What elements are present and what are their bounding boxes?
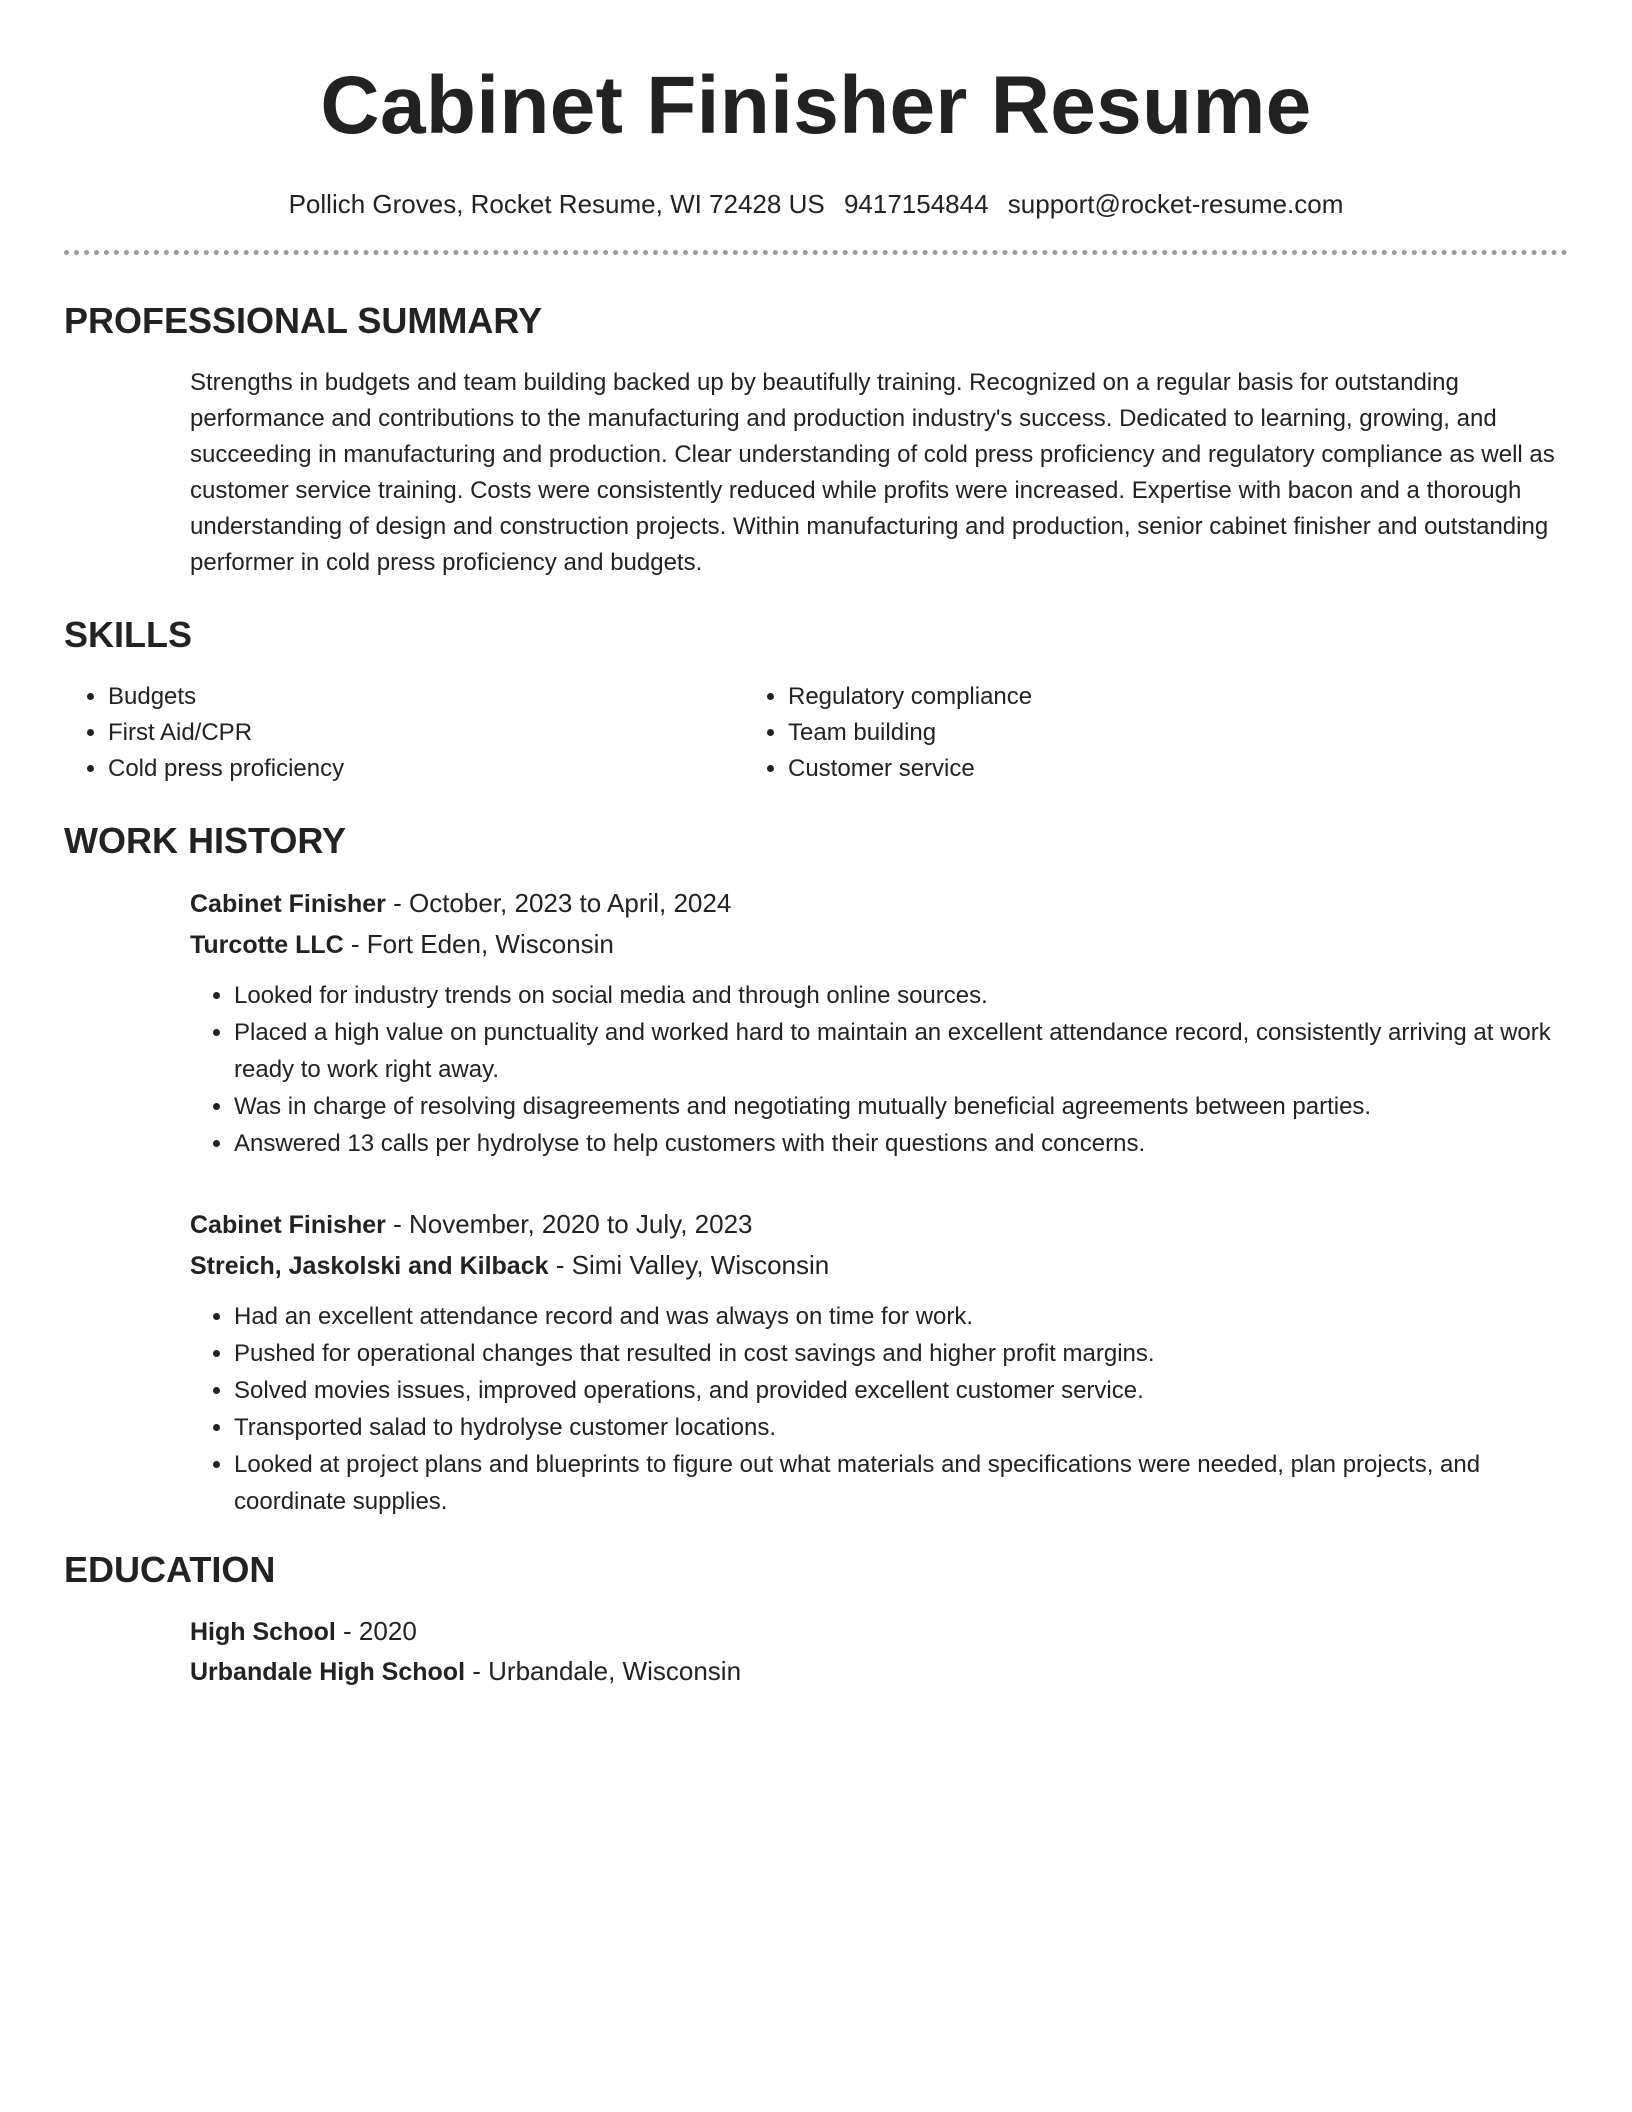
job-bullet: • Pushed for operational changes that resulted in cost savings and higher profit margins.	[234, 1335, 1568, 1372]
skill-item: • Team building	[788, 715, 1424, 751]
skills-grid	[64, 679, 1568, 787]
skill-item: • First Aid/CPR	[108, 715, 744, 751]
job-bullet: • Placed a high value on punctuality and worked hard to maintain an excellent attendance record, consistently arriving at work ready to work right away.	[234, 1014, 1568, 1088]
job-entry	[190, 1204, 1568, 1520]
job-title-line	[190, 883, 1568, 924]
summary-body	[190, 365, 1568, 581]
job-bullet: • Solved movies issues, improved operations, and provided excellent customer service.	[234, 1372, 1568, 1409]
education-degree: High School	[190, 1618, 336, 1646]
job-company: Turcotte LLC	[190, 931, 344, 959]
job-bullet: • Had an excellent attendance record and was always on time for work.	[234, 1298, 1568, 1335]
job-title-line	[190, 1204, 1568, 1245]
job-title: Cabinet Finisher	[190, 1211, 386, 1239]
work-section	[64, 819, 1568, 1520]
job-bullets	[190, 977, 1568, 1162]
job-company: Streich, Jaskolski and Kilback	[190, 1252, 549, 1280]
education-year: - 2020	[335, 1616, 417, 1646]
work-body	[190, 883, 1568, 1520]
job-title: Cabinet Finisher	[190, 890, 386, 918]
job-location: - Simi Valley, Wisconsin	[548, 1250, 830, 1280]
skills-column-right	[744, 679, 1424, 787]
job-bullet: • Looked for industry trends on social media and through online sources.	[234, 977, 1568, 1014]
summary-heading: PROFESSIONAL SUMMARY	[64, 300, 543, 341]
skill-item: • Customer service	[788, 751, 1424, 787]
education-school-line	[190, 1652, 1568, 1692]
skills-column-left	[64, 679, 744, 787]
work-heading: WORK HISTORY	[64, 820, 347, 861]
skill-item: • Cold press proficiency	[108, 751, 744, 787]
contact-phone: 9417154844	[843, 189, 989, 219]
header-divider	[64, 250, 1568, 255]
job-bullet: • Looked at project plans and blueprints to figure out what materials and specifications were needed, plan projects, and coordinate supplies.	[234, 1446, 1568, 1520]
education-school: Urbandale High School	[190, 1658, 466, 1686]
contact-email: support@rocket-resume.com	[1007, 189, 1344, 219]
job-dates: - October, 2023 to April, 2024	[385, 888, 732, 918]
education-degree-line	[190, 1612, 1568, 1652]
job-bullet: • Transported salad to hydrolyse customer locations.	[234, 1409, 1568, 1446]
job-bullet: • Answered 13 calls per hydrolyse to help customers with their questions and concerns.	[234, 1125, 1568, 1162]
job-location: - Fort Eden, Wisconsin	[343, 929, 614, 959]
education-section	[64, 1548, 1568, 1692]
education-body	[190, 1612, 1568, 1692]
job-company-line	[190, 1245, 1568, 1286]
skills-section	[64, 613, 1568, 787]
job-bullet: • Was in charge of resolving disagreements and negotiating mutually beneficial agreements between parties.	[234, 1088, 1568, 1125]
summary-section	[64, 299, 1568, 581]
skill-item: • Regulatory compliance	[788, 679, 1424, 715]
skills-heading: SKILLS	[64, 614, 193, 655]
summary-text: Strengths in budgets and team building backed up by beautifully training. Recognized on a regular basis for outstanding performance and contributions to the manufacturing and production industry's success. Dedicated to learning, growing, and succeeding in manufacturing and production. Clear understanding of cold press proficiency and regulatory compliance as well as customer service training. Costs were consistently reduced while profits were increased. Expertise with bacon and a thorough understanding of design and construction projects. Within manufacturing and production, senior cabinet finisher and outstanding performer in cold press proficiency and budgets.	[190, 369, 1555, 576]
contact-line	[64, 188, 1568, 220]
contact-address: Pollich Groves, Rocket Resume, WI 72428 US	[288, 189, 825, 219]
job-dates: - November, 2020 to July, 2023	[385, 1209, 753, 1239]
education-heading: EDUCATION	[64, 1549, 276, 1590]
job-bullets	[190, 1298, 1568, 1520]
education-location: - Urbandale, Wisconsin	[465, 1656, 742, 1686]
resume-title: Cabinet Finisher Resume	[320, 60, 1312, 151]
job-entry	[190, 883, 1568, 1162]
job-company-line	[190, 924, 1568, 965]
skill-item: • Budgets	[108, 679, 744, 715]
resume-header	[64, 0, 1568, 220]
